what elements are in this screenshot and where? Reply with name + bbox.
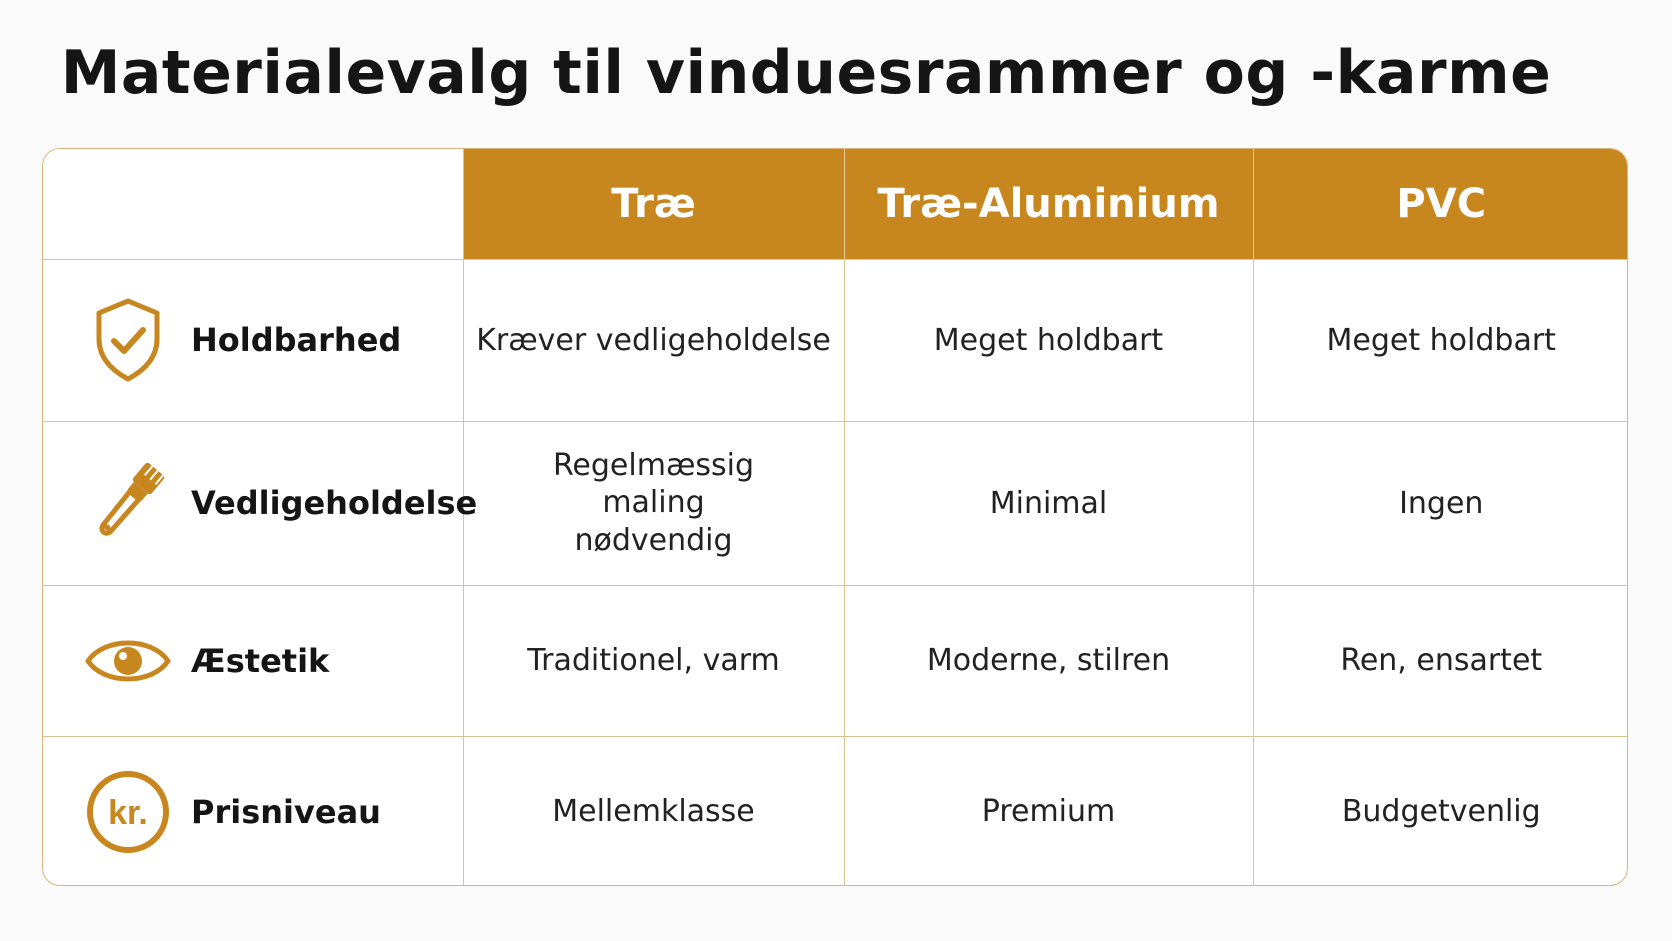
table-cell: [463, 421, 844, 585]
row-label-cell: [43, 585, 463, 736]
table-row: [43, 736, 1628, 886]
table-cell: Mellemklasse: [463, 736, 844, 886]
table-row: [43, 421, 1628, 585]
kr-symbol: kr.: [108, 793, 148, 832]
row-label: Holdbarhed: [191, 321, 402, 359]
table-cell: Ren, ensartet: [1253, 585, 1628, 736]
table-cell: Meget holdbart: [1253, 259, 1628, 421]
table-cell: Moderne, stilren: [844, 585, 1253, 736]
eye-icon: [83, 616, 173, 706]
column-header-trae-aluminium: Træ-Aluminium: [844, 149, 1253, 259]
table-row: [43, 259, 1628, 421]
row-label-cell: [43, 736, 463, 886]
table-cell: Ingen: [1253, 421, 1628, 585]
table-row: [43, 585, 1628, 736]
comparison-table: [42, 148, 1628, 886]
corner-cell: [43, 149, 463, 259]
shield-check-icon: [83, 295, 173, 385]
header-row: [43, 149, 1628, 259]
table-cell: Kræver vedligeholdelse: [463, 259, 844, 421]
table-cell: Premium: [844, 736, 1253, 886]
table-cell: Traditionel, varm: [463, 585, 844, 736]
row-label: Prisniveau: [191, 792, 381, 831]
paintbrush-icon: [83, 458, 173, 548]
column-header-pvc: PVC: [1253, 149, 1628, 259]
row-label: Æstetik: [191, 641, 330, 680]
table-cell: Budgetvenlig: [1253, 736, 1628, 886]
table-cell: Minimal: [844, 421, 1253, 585]
table-cell-text: Regelmæssig maling nødvendig: [552, 447, 755, 558]
column-header-trae: Træ: [463, 149, 844, 259]
row-label-cell: [43, 259, 463, 421]
kr-coin-icon: [83, 767, 173, 857]
table-cell: Meget holdbart: [844, 259, 1253, 421]
row-label: Vedligeholdelse: [191, 484, 478, 522]
page-title: Materialevalg til vinduesrammer og -karme: [60, 38, 1552, 108]
row-label-cell: [43, 421, 478, 585]
